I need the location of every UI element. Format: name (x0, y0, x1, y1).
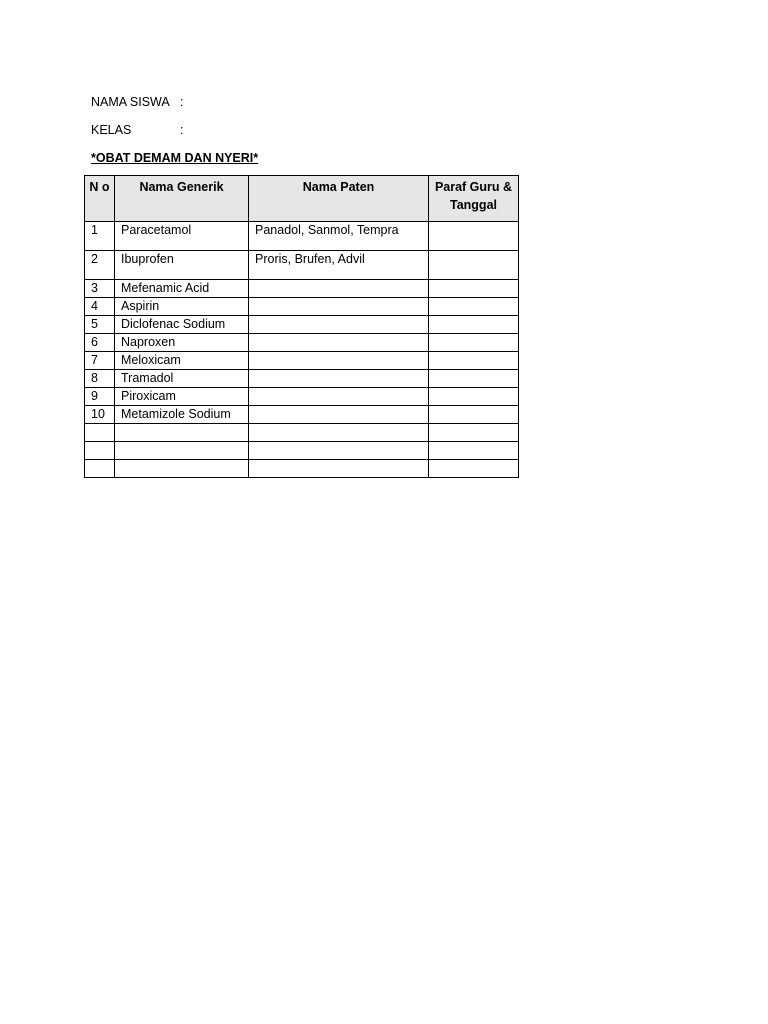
patent-name-cell (249, 280, 429, 298)
patent-name-cell (249, 424, 429, 442)
generic-name-cell (115, 442, 249, 460)
patent-name-cell (249, 406, 429, 424)
generic-name-cell: Ibuprofen (115, 251, 249, 280)
generic-name-cell: Metamizole Sodium (115, 406, 249, 424)
student-name-separator: : (180, 95, 184, 109)
signature-cell (429, 298, 519, 316)
row-number: 5 (85, 316, 115, 334)
row-number: 1 (85, 222, 115, 251)
table-row (85, 316, 519, 334)
row-number: 9 (85, 388, 115, 406)
row-number: 6 (85, 334, 115, 352)
table-row (85, 406, 519, 424)
generic-name-cell: Meloxicam (115, 352, 249, 370)
class-label: KELAS (91, 123, 132, 137)
signature-cell (429, 251, 519, 280)
patent-name-cell (249, 370, 429, 388)
signature-cell (429, 316, 519, 334)
header-no: N o (85, 176, 115, 222)
row-number: 7 (85, 352, 115, 370)
row-number (85, 442, 115, 460)
patent-name-cell: Panadol, Sanmol, Tempra (249, 222, 429, 251)
table-row (85, 222, 519, 251)
generic-name-cell: Paracetamol (115, 222, 249, 251)
signature-cell (429, 406, 519, 424)
table-row (85, 251, 519, 280)
header-signature-date: Paraf Guru & Tanggal (429, 176, 519, 222)
signature-cell (429, 370, 519, 388)
table-row (85, 280, 519, 298)
generic-name-cell (115, 460, 249, 478)
row-number: 2 (85, 251, 115, 280)
table-row (85, 334, 519, 352)
signature-cell (429, 222, 519, 251)
generic-name-cell: Piroxicam (115, 388, 249, 406)
signature-cell (429, 442, 519, 460)
patent-name-cell (249, 460, 429, 478)
signature-cell (429, 280, 519, 298)
signature-cell (429, 352, 519, 370)
patent-name-cell (249, 334, 429, 352)
section-title: *OBAT DEMAM DAN NYERI* (91, 151, 259, 165)
row-number (85, 460, 115, 478)
patent-name-cell: Proris, Brufen, Advil (249, 251, 429, 280)
table-row-empty (85, 460, 519, 478)
signature-cell (429, 388, 519, 406)
patent-name-cell (249, 442, 429, 460)
signature-cell (429, 460, 519, 478)
table-row (85, 298, 519, 316)
table-row (85, 388, 519, 406)
generic-name-cell: Naproxen (115, 334, 249, 352)
table-row (85, 370, 519, 388)
table-row (85, 352, 519, 370)
student-name-label: NAMA SISWA (91, 95, 170, 109)
patent-name-cell (249, 352, 429, 370)
row-number: 3 (85, 280, 115, 298)
signature-cell (429, 424, 519, 442)
header-patent-name: Nama Paten (249, 176, 429, 222)
generic-name-cell: Aspirin (115, 298, 249, 316)
drug-table (84, 175, 519, 478)
row-number: 10 (85, 406, 115, 424)
generic-name-cell (115, 424, 249, 442)
header-generic-name: Nama Generik (115, 176, 249, 222)
table-row-empty (85, 442, 519, 460)
row-number (85, 424, 115, 442)
row-number: 8 (85, 370, 115, 388)
table-row-empty (85, 424, 519, 442)
generic-name-cell: Diclofenac Sodium (115, 316, 249, 334)
signature-cell (429, 334, 519, 352)
patent-name-cell (249, 316, 429, 334)
row-number: 4 (85, 298, 115, 316)
table-header-row (85, 176, 519, 222)
class-separator: : (180, 123, 184, 137)
generic-name-cell: Tramadol (115, 370, 249, 388)
generic-name-cell: Mefenamic Acid (115, 280, 249, 298)
patent-name-cell (249, 298, 429, 316)
patent-name-cell (249, 388, 429, 406)
